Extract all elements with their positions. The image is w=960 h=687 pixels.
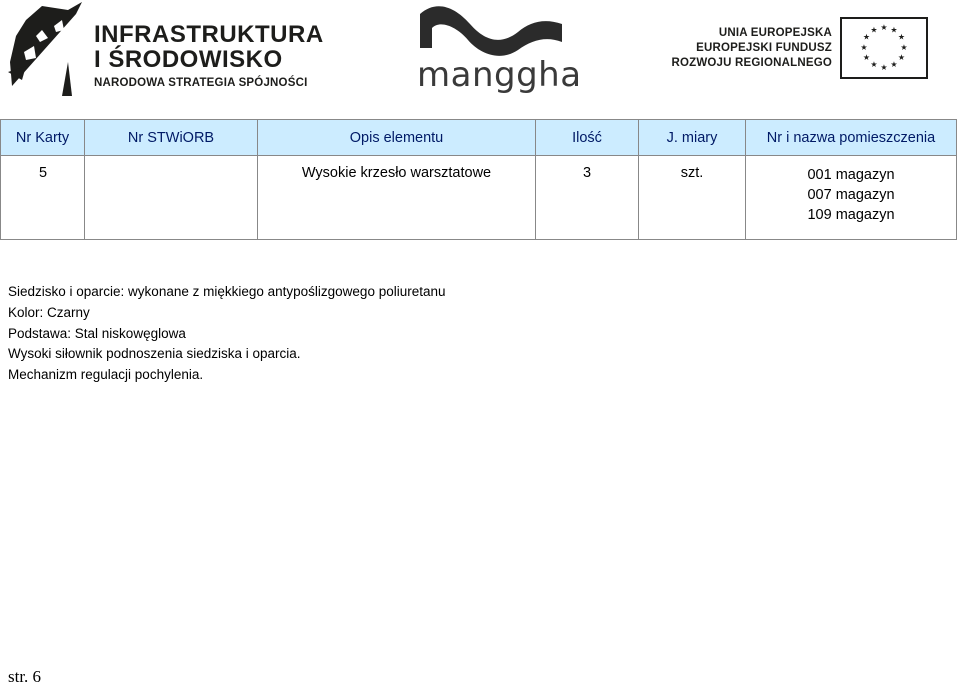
- eu-flag-icon: [840, 17, 928, 79]
- description-line: Kolor: Czarny: [8, 304, 90, 320]
- eu-line-1: UNIA EUROPEJSKA: [718, 27, 832, 39]
- infrastruktura-wordmark: [94, 22, 324, 89]
- eu-logo: [671, 14, 934, 84]
- description-line: Wysoki siłownik podnoszenia siedziska i oparcia.: [8, 346, 301, 362]
- cell-ilosc: 3: [536, 156, 639, 240]
- svg-text:★: ★: [897, 32, 906, 42]
- product-description: [8, 282, 446, 386]
- header-opis-elementu: Opis elementu: [258, 120, 536, 156]
- cell-pomieszczenia: [746, 156, 957, 240]
- room-item: 109 magazyn: [807, 207, 895, 223]
- logo-strip: [0, 0, 960, 110]
- svg-text:★: ★: [862, 32, 871, 42]
- page-number: str. 6: [8, 667, 42, 686]
- svg-text:★: ★: [890, 25, 898, 35]
- description-line: Podstawa: Stal niskowęglowa: [8, 325, 186, 341]
- eu-line-2: EUROPEJSKI FUNDUSZ: [696, 42, 832, 54]
- eu-wordmark: [671, 26, 832, 71]
- header-nr-karty: Nr Karty: [1, 120, 85, 156]
- svg-text:★: ★: [870, 60, 878, 69]
- specification-table: [0, 119, 957, 240]
- room-item: 007 magazyn: [807, 187, 895, 203]
- svg-text:★: ★: [880, 63, 888, 72]
- eu-stars-icon: [842, 19, 926, 77]
- cell-nr-stwiorb: [85, 156, 258, 240]
- room-item: 001 magazyn: [807, 167, 895, 183]
- infrastruktura-emblem-icon: [6, 2, 86, 98]
- svg-text:★: ★: [880, 23, 888, 32]
- svg-text:★: ★: [862, 53, 871, 62]
- description-line: Mechanizm regulacji pochylenia.: [8, 367, 204, 383]
- header-ilosc: Ilość: [536, 120, 639, 156]
- header-pomieszczenie: Nr i nazwa pomieszczenia: [746, 120, 957, 156]
- svg-text:★: ★: [890, 60, 898, 69]
- logo-line-1: INFRASTRUKTURA: [94, 21, 324, 48]
- logo-line-2: I ŚRODOWISKO: [94, 46, 283, 73]
- description-line: Siedzisko i oparcie: wykonane z miękkiego antypoślizgowego poliuretanu: [8, 284, 446, 299]
- eu-line-3: ROZWOJU REGIONALNEGO: [671, 57, 832, 69]
- manggha-wordmark: manggha: [417, 55, 582, 95]
- cell-jm: szt.: [639, 156, 746, 240]
- svg-text:★: ★: [900, 43, 908, 52]
- svg-text:★: ★: [860, 43, 868, 52]
- table-header-row: [1, 120, 957, 156]
- table-row: [1, 156, 957, 240]
- infrastruktura-logo: [6, 2, 324, 98]
- header-nr-stwiorb: Nr STWiORB: [85, 120, 258, 156]
- cell-nr-karty: 5: [1, 156, 85, 240]
- svg-text:★: ★: [870, 25, 878, 35]
- cell-opis: Wysokie krzesło warsztatowe: [258, 156, 536, 240]
- svg-text:★: ★: [897, 53, 906, 62]
- logo-line-3: NARODOWA STRATEGIA SPÓJNOŚCI: [94, 77, 308, 89]
- header-j-miary: J. miary: [639, 120, 746, 156]
- manggha-wave-icon: [414, 2, 564, 62]
- manggha-logo: [414, 2, 582, 98]
